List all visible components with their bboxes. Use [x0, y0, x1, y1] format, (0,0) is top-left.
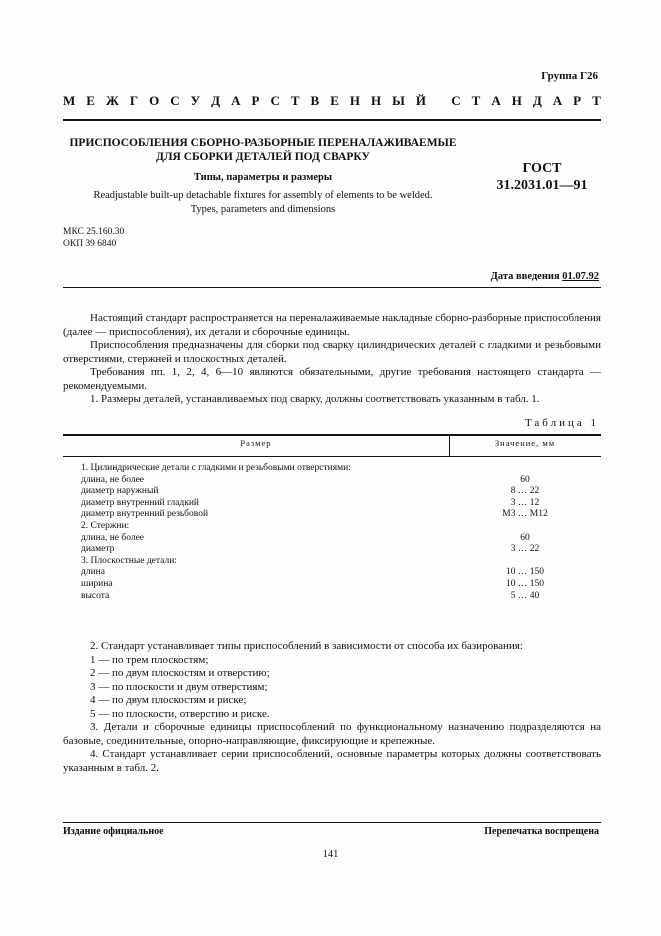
- table-row: [63, 509, 601, 521]
- heading-letter: Д: [532, 93, 542, 108]
- table-row: [63, 521, 601, 533]
- title-line-1: ПРИСПОСОБЛЕНИЯ СБОРНО-РАЗБОРНЫЕ ПЕРЕНАЛАЖИВАЕМЫЕ: [69, 137, 457, 149]
- paragraph: Требования пп. 1, 2, 4, 6—10 являются обязательными, другие требования настоящего стандарта — рекомендуемыми.: [63, 366, 601, 392]
- date-rule: [63, 287, 601, 288]
- table-row: [63, 533, 601, 545]
- table-row: [63, 463, 601, 475]
- row-value: 3 … 12: [510, 497, 540, 508]
- table-header-size: Размер: [240, 438, 272, 448]
- row-name: диаметр: [81, 544, 115, 555]
- table-body: [63, 463, 601, 602]
- list-item: 5 — по плоскости, отверстию и риске.: [90, 707, 270, 720]
- row-name: диаметр внутренний гладкий: [81, 497, 200, 508]
- heading-letter: С: [170, 93, 180, 108]
- row-value: 5 … 40: [510, 590, 540, 601]
- row-value: [449, 463, 601, 475]
- document-title: [63, 136, 463, 164]
- classification-codes: [63, 226, 124, 250]
- row-name: длина: [81, 567, 105, 578]
- row-name: 3. Плоскостные детали:: [81, 555, 177, 566]
- row-value: 60: [520, 474, 530, 485]
- okp-code: ОКП 39 6840: [63, 239, 117, 249]
- edition-note: Издание официальное: [63, 826, 164, 837]
- intro-date-label: Дата введения: [490, 271, 563, 282]
- reprint-note: Перепечатка воспрещена: [484, 826, 599, 837]
- table-row: [63, 579, 601, 591]
- heading-letter: Т: [290, 93, 300, 108]
- types-paragraphs: [63, 640, 601, 775]
- row-value: 8 … 22: [510, 486, 540, 497]
- heading-letter: В: [310, 93, 320, 108]
- table-header-value: Значение, мм: [494, 438, 556, 448]
- gost-code: 31.2031.01—91: [496, 178, 588, 193]
- heading-letter: Д: [211, 93, 221, 108]
- heading-letter: А: [491, 93, 501, 108]
- row-value: 60: [520, 532, 530, 543]
- heading-letter: А: [552, 93, 563, 108]
- paragraph: Приспособления предназначены для сборки под сварку цилиндрических деталей с гладкими и резьбовыми отверстиями, стержней и плоскостных деталей.: [63, 339, 601, 365]
- table-caption: Таблица 1: [524, 417, 599, 429]
- row-name: диаметр наружный: [81, 486, 159, 497]
- heading-letter: Е: [330, 93, 339, 108]
- list-item: 1 — по трем плоскостям;: [90, 653, 209, 666]
- heading-letter: С: [270, 93, 280, 108]
- table-row: [63, 486, 601, 498]
- table-header-rule: [63, 456, 601, 457]
- table-row: [63, 556, 601, 568]
- heading-letter: Р: [573, 93, 582, 108]
- paragraph: Настоящий стандарт распространяется на переналаживаемые накладные сборно-разборные приспособления (далее — приспособления), их детали и сборочные единицы.: [63, 312, 601, 338]
- row-name: ширина: [81, 578, 113, 589]
- heading-letter: О: [149, 93, 160, 108]
- heading-letter: Н: [349, 93, 360, 108]
- page-number: 141: [322, 849, 339, 860]
- table-row: [63, 498, 601, 510]
- heading-letter: А: [231, 93, 241, 108]
- paragraph: 2. Стандарт устанавливает типы приспособлений в зависимости от способа их базирования:: [90, 640, 523, 652]
- paragraph: 1. Размеры деталей, устанавливаемых под сварку, должны соответствовать указанным в табл. 1.: [90, 393, 540, 405]
- gost-label: ГОСТ: [522, 161, 562, 176]
- header-rule: [63, 119, 601, 121]
- heading-letter: Й: [415, 93, 426, 108]
- table-row: [63, 591, 601, 603]
- english-title: [63, 189, 463, 217]
- row-name: 2. Стержни:: [81, 520, 130, 531]
- intro-paragraphs: [63, 312, 601, 407]
- table-row: [63, 544, 601, 556]
- list-item: 2 — по двум плоскостям и отверстию;: [90, 667, 270, 679]
- row-name: диаметр внутренний резьбовой: [81, 509, 209, 520]
- paragraph: 3. Детали и сборочные единицы приспособлений по функциональному назначению подразделяются на базовые, соединительные, опорно-направляющие, фиксирующие и крепежные.: [63, 721, 601, 747]
- heading-letter: Т: [592, 93, 601, 108]
- english-title-line-1: Readjustable built-up detachable fixtures for assembly of elements to be welded.: [93, 190, 433, 201]
- heading-letter: С: [451, 93, 461, 108]
- row-value: [449, 556, 601, 568]
- table-top-rule: [63, 434, 601, 436]
- heading-letter: Р: [251, 93, 260, 108]
- mks-code: МКС 25.160.30: [63, 227, 125, 237]
- intro-date: [491, 271, 599, 282]
- footer-rule: [63, 822, 601, 823]
- title-line-2: ДЛЯ СБОРКИ ДЕТАЛЕЙ ПОД СВАРКУ: [156, 151, 370, 163]
- english-title-line-2: Types, parameters and dimensions: [190, 204, 336, 215]
- heading-letter: Ы: [392, 93, 405, 108]
- group-code: Группа Г26: [541, 70, 598, 82]
- intro-date-value: 01.07.92: [562, 271, 599, 282]
- row-value: [449, 521, 601, 533]
- standard-heading: [63, 93, 601, 109]
- heading-letter: Ж: [105, 93, 119, 108]
- gost-number: [478, 160, 606, 194]
- list-item: 4 — по двум плоскостям и риске;: [90, 694, 247, 706]
- row-value: 10 … 150: [506, 567, 544, 578]
- heading-letter: У: [190, 93, 201, 108]
- document-subtitle: Типы, параметры и размеры: [193, 172, 333, 183]
- row-value: М3 … М12: [502, 509, 548, 520]
- row-name: длина, не более: [81, 532, 145, 543]
- paragraph: 4. Стандарт устанавливает серии приспособлений, основные параметры которых должны соответствовать указанным в табл. 2.: [63, 748, 601, 774]
- row-name: длина, не более: [81, 474, 145, 485]
- heading-letter: Е: [86, 93, 95, 108]
- row-value: 3 … 22: [510, 544, 540, 555]
- heading-letter: Г: [129, 93, 139, 108]
- heading-letter: Н: [370, 93, 382, 108]
- heading-letter: Н: [511, 93, 522, 108]
- heading-letter: М: [63, 93, 76, 108]
- list-item: 3 — по плоскости и двум отверстиям;: [90, 680, 268, 693]
- heading-letter: Т: [471, 93, 481, 108]
- table-row: [63, 475, 601, 487]
- row-value: 10 … 150: [506, 578, 544, 589]
- heading-letter: [437, 93, 440, 109]
- table-row: [63, 567, 601, 579]
- row-name: 1. Цилиндрические детали с гладкими и резьбовыми отверстиями:: [81, 463, 351, 473]
- row-name: высота: [81, 590, 110, 601]
